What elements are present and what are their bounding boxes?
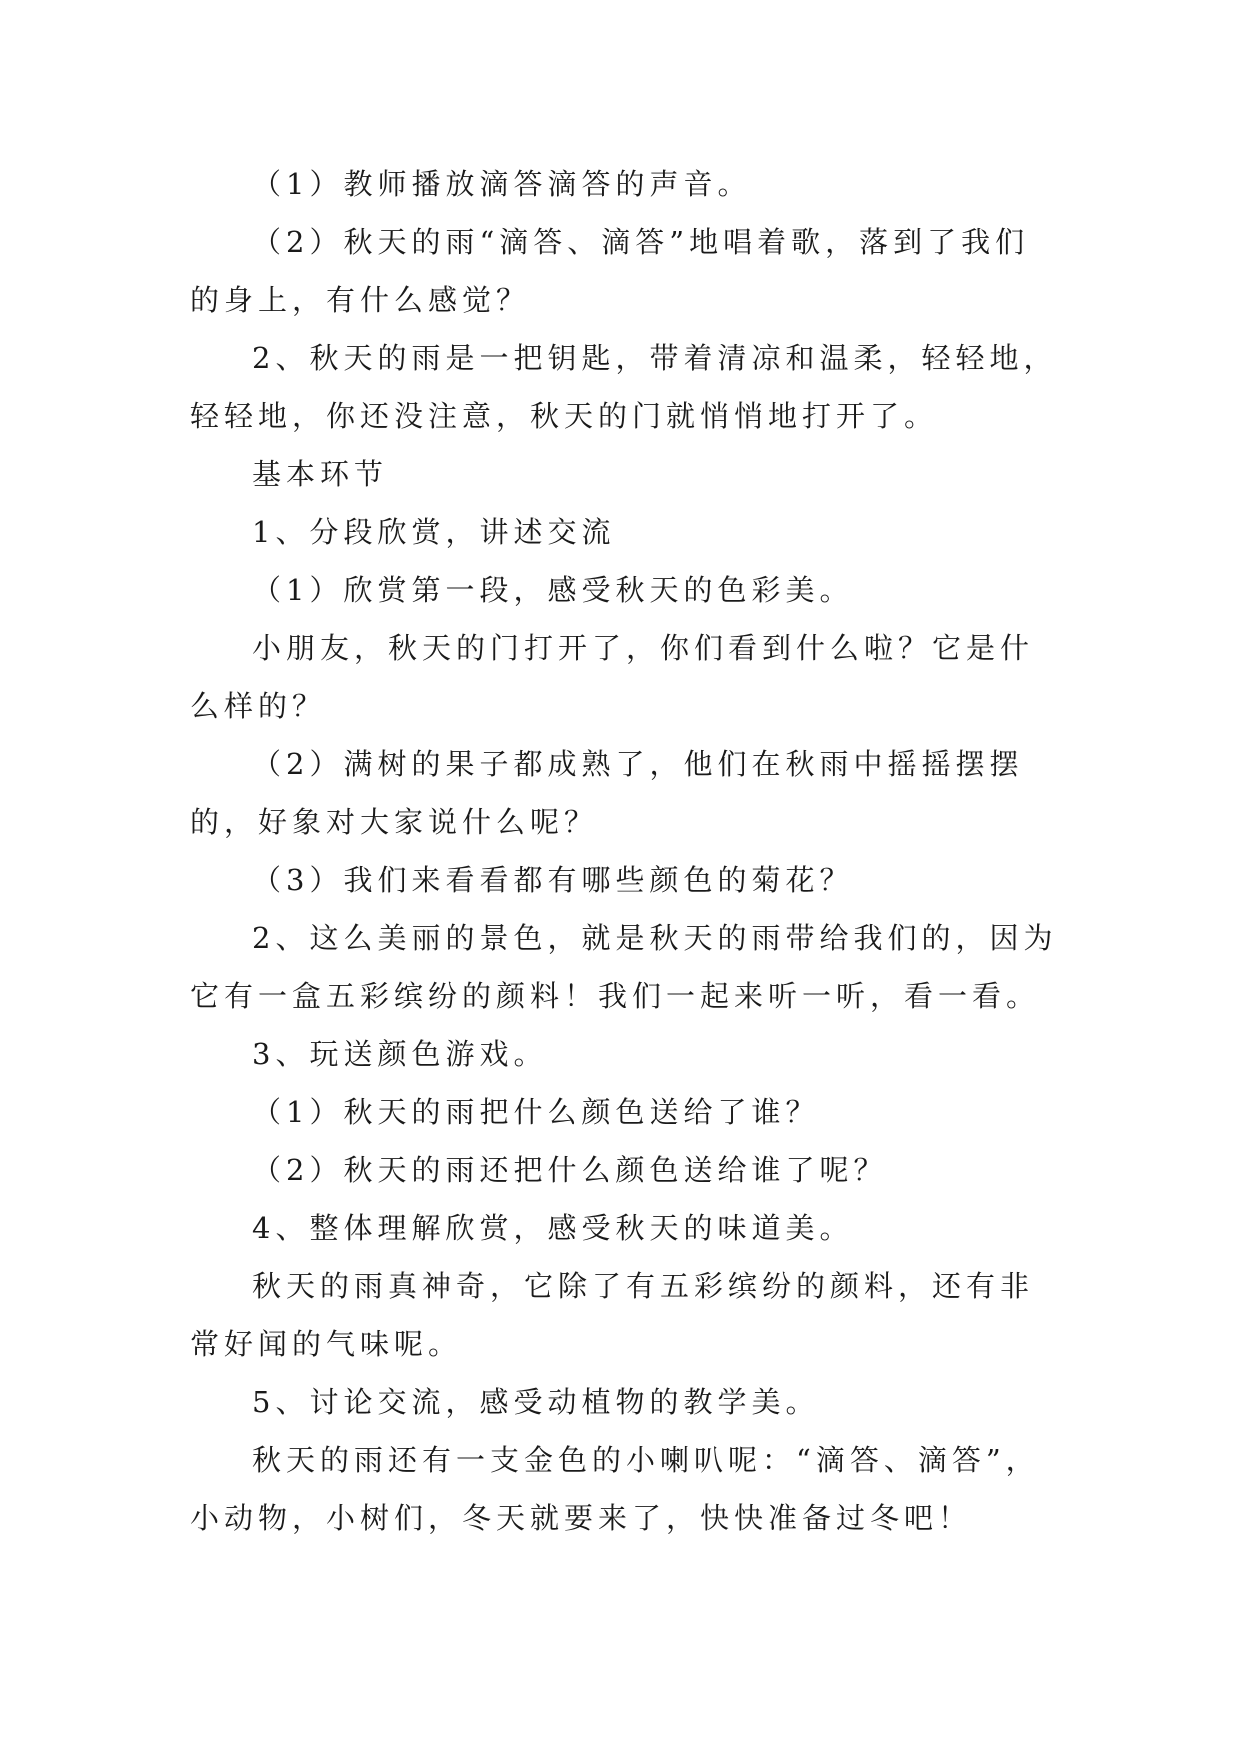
paragraph-13: （2）秋天的雨还把什么颜色送给谁了呢？: [252, 1153, 888, 1187]
paragraph-2: （2）秋天的雨“滴答、滴答”地唱着歌，落到了我们的身上，有什么感觉？: [190, 225, 1030, 317]
paragraph-6: （1）欣赏第一段，感受秋天的色彩美。: [252, 573, 854, 607]
paragraph-10: 2、这么美丽的景色，就是秋天的雨带给我们的，因为它有一盒五彩缤纷的颜料！我们一起来听一听，看一看。: [190, 921, 1058, 1013]
paragraph-5: 1、分段欣赏，讲述交流: [252, 515, 616, 549]
paragraph-16: 5、讨论交流，感受动植物的教学美。: [252, 1385, 820, 1419]
paragraph-9: （3）我们来看看都有哪些颜色的菊花？: [252, 863, 854, 897]
paragraph-1: （1）教师播放滴答滴答的声音。: [252, 167, 752, 201]
paragraph-15: 秋天的雨真神奇，它除了有五彩缤纷的颜料，还有非常好闻的气味呢。: [190, 1269, 1035, 1361]
paragraph-7: 小朋友，秋天的门打开了，你们看到什么啦？它是什么样的？: [190, 631, 1035, 723]
paragraph-12: （1）秋天的雨把什么颜色送给了谁？: [252, 1095, 820, 1129]
paragraph-3: 2、秋天的雨是一把钥匙，带着清凉和温柔，轻轻地，轻轻地，你还没注意，秋天的门就悄悄地打开了。: [190, 341, 1058, 433]
paragraph-11: 3、玩送颜色游戏。: [252, 1037, 548, 1071]
paragraph-14: 4、整体理解欣赏，感受秋天的味道美。: [252, 1211, 854, 1245]
section-heading: 基本环节: [252, 457, 389, 491]
paragraph-17: 秋天的雨还有一支金色的小喇叭呢：“滴答、滴答”，小动物，小树们，冬天就要来了，快快准备过冬吧！: [190, 1443, 1040, 1535]
paragraph-8: （2）满树的果子都成熟了，他们在秋雨中摇摇摆摆的，好象对大家说什么呢？: [190, 747, 1024, 839]
document-body: [190, 155, 1062, 1547]
